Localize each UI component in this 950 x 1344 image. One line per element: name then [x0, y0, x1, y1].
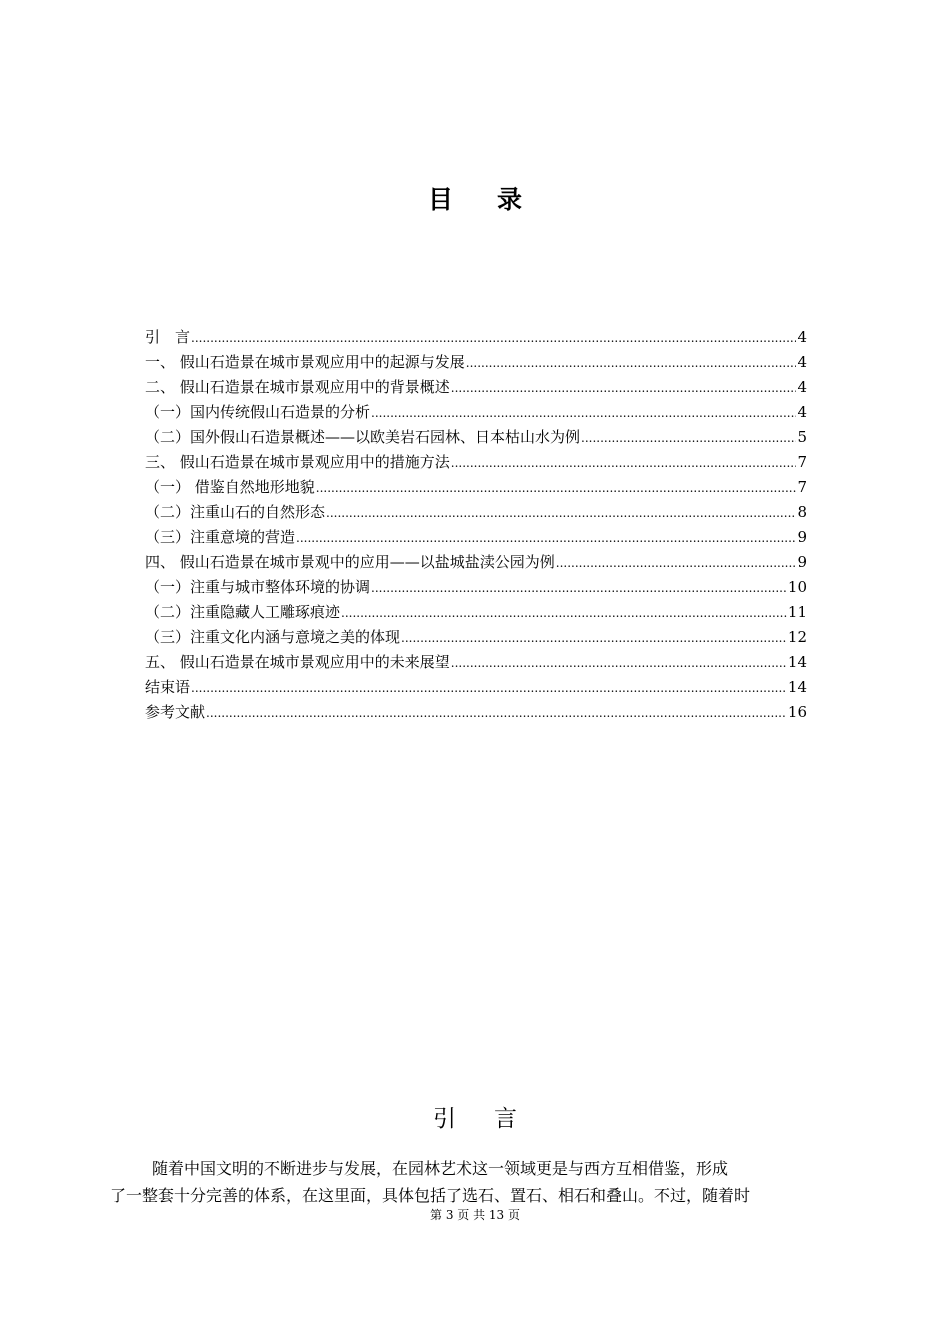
toc-entry[interactable]: [145, 475, 807, 500]
toc-entry[interactable]: [145, 625, 807, 650]
toc-entry[interactable]: [145, 375, 807, 400]
toc-entry-text: 一、 假山石造景在城市景观应用中的起源与发展: [145, 353, 465, 371]
toc-entry-page: 4: [797, 353, 807, 371]
toc-entry-page: 4: [797, 403, 807, 421]
toc-entry[interactable]: [145, 450, 807, 475]
toc-entry-page: 9: [797, 553, 807, 571]
toc-entry[interactable]: [145, 325, 807, 350]
toc-entry-text: （一）注重与城市整体环境的协调: [145, 578, 371, 596]
toc-leader-dots: [451, 451, 797, 476]
toc-entry-page: 9: [797, 528, 807, 546]
toc-entry[interactable]: [145, 650, 807, 675]
toc-leader-dots: [401, 626, 787, 651]
toc-entry-page: 16: [787, 703, 807, 721]
toc-entry-page: 7: [797, 478, 807, 496]
toc-entry-text: 三、 假山石造景在城市景观应用中的措施方法: [145, 453, 450, 471]
toc-entry-text: （一）国内传统假山石造景的分析: [145, 403, 371, 421]
toc-entry[interactable]: [145, 525, 807, 550]
toc-entry-page: 5: [797, 428, 807, 446]
toc-leader-dots: [581, 426, 796, 451]
toc-entry-text: （二）注重山石的自然形态: [145, 503, 326, 521]
toc-entry[interactable]: [145, 600, 807, 625]
toc-leader-dots: [341, 601, 787, 626]
toc-entry-page: 4: [797, 328, 807, 346]
intro-line: 随着中国文明的不断进步与发展，在园林艺术这一领域更是与西方互相借鉴，形成: [152, 1159, 729, 1178]
toc-entry-text: 二、 假山石造景在城市景观应用中的背景概述: [145, 378, 450, 396]
toc-entry[interactable]: [145, 550, 807, 575]
toc-entry-text: 参考文献: [145, 703, 206, 721]
toc-leader-dots: [466, 351, 797, 376]
intro-line: 了一整套十分完善的体系，在这里面，具体包括了选石、置石、相石和叠山。不过，随着时: [110, 1186, 751, 1205]
toc-entry-text: （三）注重意境的营造: [145, 528, 296, 546]
toc-leader-dots: [451, 651, 787, 676]
toc-entry-page: 7: [797, 453, 807, 471]
intro-title: 引言: [433, 1106, 555, 1132]
toc-entry-text: 结束语: [145, 678, 191, 696]
toc-entry[interactable]: [145, 425, 807, 450]
toc-title: 目录: [427, 185, 566, 214]
toc-leader-dots: [191, 326, 796, 351]
toc-entry[interactable]: [145, 500, 807, 525]
toc-leader-dots: [326, 501, 796, 526]
toc-entry-text: 四、 假山石造景在城市景观中的应用——以盐城盐渎公园为例: [145, 553, 555, 571]
toc-entry[interactable]: [145, 575, 807, 600]
toc-leader-dots: [556, 551, 797, 576]
toc-entry-text: （一） 借鉴自然地形地貌: [145, 478, 315, 496]
toc-entry[interactable]: [145, 350, 807, 375]
page-footer: 第 3 页 共 13 页: [430, 1208, 520, 1222]
toc-entry[interactable]: [145, 675, 807, 700]
toc-entry-page: 8: [797, 503, 807, 521]
toc-entry-page: 12: [787, 628, 807, 646]
toc-entry[interactable]: [145, 400, 807, 425]
toc-leader-dots: [371, 401, 796, 426]
toc-entry-text: 五、 假山石造景在城市景观应用中的未来展望: [145, 653, 450, 671]
toc-leader-dots: [191, 676, 787, 701]
toc-leader-dots: [206, 701, 787, 726]
toc-entry-page: 14: [787, 653, 807, 671]
toc-leader-dots: [371, 576, 787, 601]
toc-entry-page: 11: [787, 603, 807, 621]
toc-leader-dots: [296, 526, 796, 551]
table-of-contents: [145, 325, 807, 725]
toc-leader-dots: [451, 376, 797, 401]
toc-entry-text: （二）注重隐藏人工雕琢痕迹: [145, 603, 341, 621]
toc-leader-dots: [316, 476, 797, 501]
toc-entry-page: 4: [797, 378, 807, 396]
toc-entry-text: 引 言: [145, 328, 191, 346]
toc-entry-text: （二）国外假山石造景概述——以欧美岩石园林、日本枯山水为例: [145, 428, 581, 446]
toc-entry-page: 10: [787, 578, 807, 596]
toc-entry-page: 14: [787, 678, 807, 696]
toc-entry-text: （三）注重文化内涵与意境之美的体现: [145, 628, 401, 646]
intro-paragraph: [110, 1155, 840, 1209]
toc-entry[interactable]: [145, 700, 807, 725]
